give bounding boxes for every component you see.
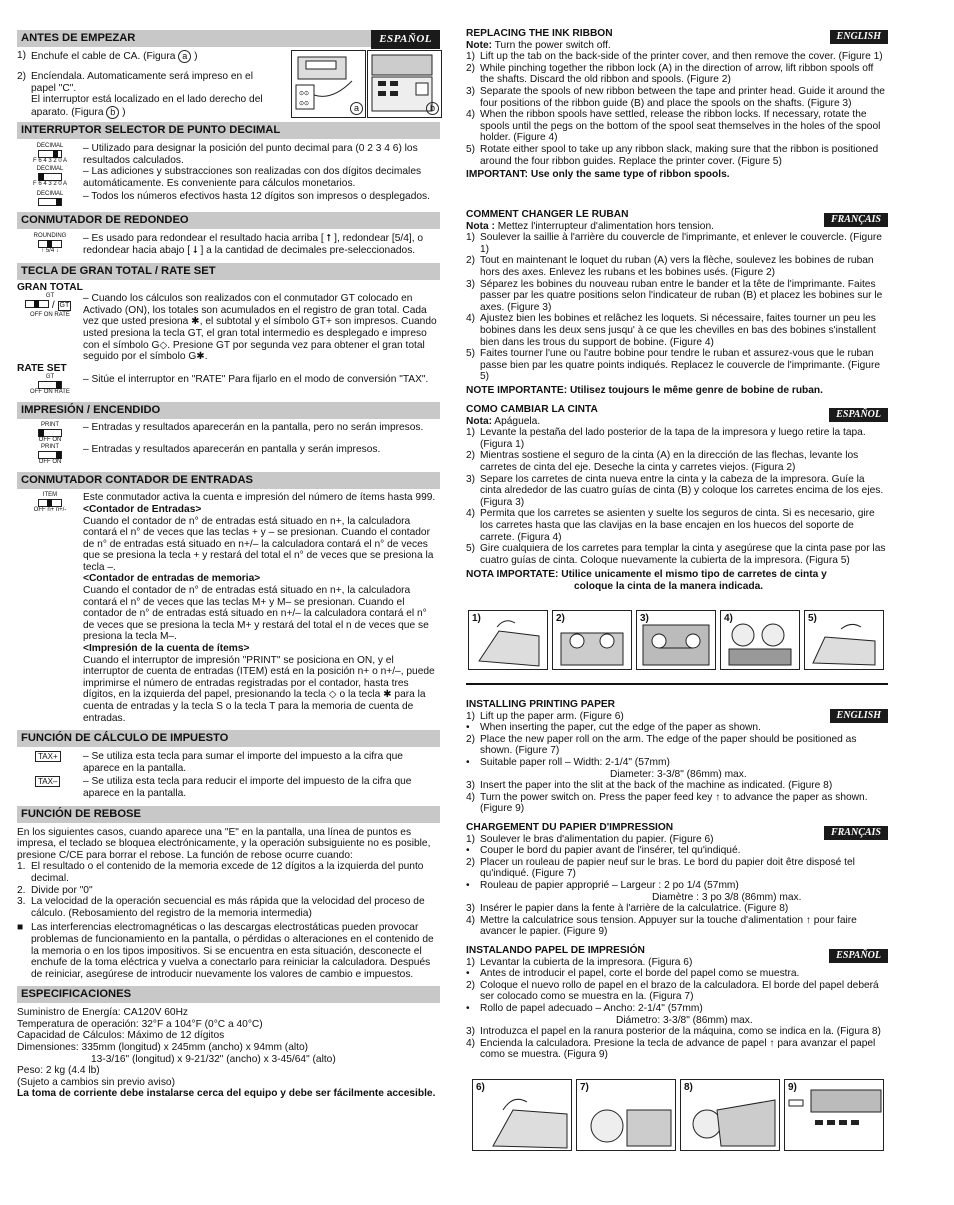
decimal-row-2: DECIMAL F 6 4 3 2 0 A – Las adiciones y substracciones son realizadas con dos dígitos decimales automáticamente. Es conveniente para cálculos monetarios. [17, 166, 440, 189]
gt-row-1: GT / GT OFF ON RATE – Cuando los cálculos son realizados con el conmutador GT colocado en Activado (ON), los totales son acumulados en el registro de gran total. Cada vez que usted presiona ✱, el subtotal y el símbolo GT+ son impresos. Cuando usted presiona la tecla GT, el gran total intermedio es desplegado e impreso con el símbolo G◇. Presione GT por segunda vez para obtener el gran total seguido por el símbolo G✱. [17, 293, 440, 363]
svg-text:⊙⊙: ⊙⊙ [299, 91, 310, 97]
section-header-redondeo: CONMUTADOR DE REDONDEO [17, 212, 440, 229]
ribbon-figure-4: 4) [720, 610, 800, 670]
antes-item-1: 1) Enchufe el cable de CA. (Figura a ) [17, 50, 198, 62]
tax-minus-key-icon: TAX– [35, 776, 60, 787]
impuesto-row-2: TAX– – Se utiliza esta tecla para reducir el importe del impuesto de la cifra que aparece en la pantalla. [17, 776, 440, 799]
impresion-row-1: PRINT OFF ON – Entradas y resultados aparecerán en la pantalla, pero no serán impresos. [17, 422, 440, 444]
figure-a-ref: a [178, 50, 191, 63]
section-header-rebose: FUNCIÓN DE REBOSE [17, 806, 440, 823]
section-header-impresion: IMPRESIÓN / ENCENDIDO [17, 402, 440, 419]
paper-figure-8: 8) [680, 1079, 780, 1151]
specs-body: Suministro de Energía: CA120V 60Hz Temperatura de operación: 32°F a 104°F (0°C a 40°C) Capacidad de Cálculos: Máximo de 12 dígitos Dimensiones: 335mm (longitud) x 245mm (ancho) x 94mm (alto) 13-3/16" (longitud) x 9-21/32" (ancho) x 3-45/64" (alto) Peso: 2 kg (4.4 lb) (Sujeto a cambios sin previo aviso) La toma de corriente debe instalarse cerca del equipo y debe ser fácilmente accesible. [17, 1007, 436, 1100]
section-header-gt: TECLA DE GRAN TOTAL / RATE SET [17, 263, 440, 280]
section-header-impuesto: FUNCIÓN DE CÁLCULO DE IMPUESTO [17, 730, 440, 747]
ribbon-figure-1: 1) [468, 610, 548, 670]
impresion-body [17, 422, 440, 466]
rebose-body: En los siguientes casos, cuando aparece una "E" en la pantalla, una línea de puntos es impresa, el teclado se bloquea electrónicamente, y la operación subsiguiente no es posible, presione C/CE para borrar el rebose. La función de rebose ocurre cuando: 1. El resultado o el contenido de la memoria excede de 12 dígitos a la izquierda del punto decimal. 2. Divide por "0" 3. La velocidad de la operación secuencial es más rápida que la velocidad del proceso de cálculo. (Rebosamiento del registro de la memoria intermedia) ■ Las interferencias electromagnéticas o las descargas electrostáticas pueden provocar problemas de funcionamiento en la pantalla, o pérdidas o alteraciones en el contenido de la memoria o en los tipos impositivos. Si se encuentra en esta situación, desconecte el enchufe de la toma eléctrica y vuelva a conectarlo para reiniciar la calculadora. Después de reiniciar, asegúrese de introducir nuevamente los valores de cambio e impuestos. [17, 826, 434, 980]
gran-total-subtitle: GRAN TOTAL [17, 281, 83, 293]
ribbon-french: FRANÇAIS COMMENT CHANGER LE RUBAN Nota : Mettez l'interrupteur d'alimentation hors tension. 1) Soulever la saillie à l'arrière du couvercle de l'imprimante, et enlever le couvercle. (Figure 1) 2) Tout en maintenant le loquet du ruban (A) vers la flèche, soulevez les bobines de ruban hors des axes. Enlevez les rubans et les bobines usés. (Figure 2) 3) Séparez les bobines du nouveau ruban entre le bander et la tête de l'imprimante. Faites passer par les quatre positions selon l'indicateur de ruban (B) et placez les bobines sur le axes. (Figure 3) 4) Ajustez bien les bobines et relâchez les loquets. Si nécessaire, faites tourner un peu les bobines dans les deux sens jusqu' à ce que les chevilles en bas des bobines s'installent bien dans les trous du support de bobine. (Figure 4) 5) Faites tourner l'une ou l'autre bobine pour tendre le ruban et assurez-vous que le ruban passe bien par les quatre points indiqués. Replacez le couvercle de l'imprimante. (Figure 5) NOTE IMPORTANTE: Utilisez toujours le même genre de bobine de ruban. [466, 209, 888, 397]
language-tag: ENGLISH [830, 30, 888, 44]
antes-item-2: 2) Encíendala. Automaticamente será impreso en el papel "C". El interruptor está localizado en el lado derecho del aparato. (Figura b ) [17, 71, 263, 118]
tax-plus-key-icon: TAX+ [35, 751, 61, 762]
section-header-specs: ESPECIFICACIONES [17, 986, 440, 1003]
ribbon-figure-3: 3) [636, 610, 716, 670]
print-switch-icon: PRINT OFF ON [38, 444, 62, 466]
language-tag: ESPAÑOL [829, 949, 888, 963]
paper-english: ENGLISH INSTALLING PRINTING PAPER 1) Lift up the paper arm. (Figure 6) • When inserting the paper, cut the edge of the paper as shown. 2) Place the new paper roll on the arm. The edge of the paper should be positioned as shown. (Figure 7) • Suitable paper roll – Width: 2-1/4" (57mm) Diameter: 3-3/8" (86mm) max. 3) Insert the paper into the slit at the back of the machine as indicated. (Figure 8) 4) Turn the power switch on. Press the paper feed key ↑ to advance the paper as shown. (Figure 9) [466, 699, 888, 815]
item-switch-icon: ITEM OFF n+ n+/- [33, 492, 67, 514]
impuesto-body [17, 751, 440, 799]
impresion-row-2: PRINT OFF ON – Entradas y resultados aparecerán en pantalla y serán impresos. [17, 444, 440, 466]
ribbon-spanish: ESPAÑOL COMO CAMBIAR LA CINTA Nota: Apáguela. 1) Levante la pestaña del lado posterior de la tapa de la impresora y luego retire la tapa. (Figura 1) 2) Mientras sostiene el seguro de la cinta (A) en la dirección de las flechas, levante los carretes de cinta del eje. Deseche la cinta y carretes viejos. (Figura 2) 3) Separe los carretes de cinta nueva entre la cinta y la cabeza de la impresora. Guíe la cinta alrededor de las cuatro guías de cinta (B) y coloque los carretes encima de los ejes. (Figura 3) 4) Permita que los carretes se asienten y suelte los seguros de cinta. Si es necesario, gire los carretes hasta que las clavijas en la base encajen en los huecos del soporte de carrete. (Figura 4) 5) Gire cualquiera de los carretes para templar la cinta y asegúrese que la cinta pase por las cuatro guías de cinta. Coloque nuevamente la cubierta de la impresora. (Figura 5) NOTA IMPORTATE: Utilice unicamente el mismo tipo de carretes de cinta y coloque la cinta de la manera indicada. [466, 404, 888, 593]
paper-figure-9: 9) [784, 1079, 884, 1151]
ribbon-figure-5: 5) [804, 610, 884, 670]
impuesto-row-1: TAX+ – Se utiliza esta tecla para sumar el importe del impuesto a la cifra que aparece en la pantalla. [17, 751, 440, 774]
section-header-contador: CONMUTADOR CONTADOR DE ENTRADAS [17, 472, 440, 489]
language-tag: FRANÇAIS [824, 826, 888, 840]
ribbon-figures [468, 610, 884, 670]
figure-a [291, 50, 366, 118]
decimal-switch-icon: DECIMAL [17, 191, 83, 206]
gt-body [17, 282, 440, 397]
redondeo-row: ROUNDING ↑ 5/4 ↓ – Es usado para redondear el resultado hacia arriba [ ⭡ ], redondear [5/4], o redondear hacia abajo [ ⭣ ] a la cantidad de decimales pre-seleccionados. [17, 233, 440, 256]
ribbon-figure-2: 2) [552, 610, 632, 670]
ribbon-english: ENGLISH REPLACING THE INK RIBBON Note: Turn the power switch off. 1) Lift up the tab on the back-side of the printer cover, and then remove the cover. (Figure 1) 2) While pinching together the ribbon lock (A) in the direction of arrow, lift ribbon spools off the shafts. Discard the old ribbon and spools. (Figure 2) 3) Separate the spools of new ribbon between the tape and printer head. Guide it around the four positions of the ribbon guide (B) and place the spools on the shafts. (Figure 3) 4) When the ribbon spools have settled, release the ribbon locks. If necessary, rotate the spools until the pegs on the bottom of the spool seat themselves in the holes of the spool holder. (Figure 4) 5) Rotate either spool to take up any ribbon slack, making sure that the ribbon is positioned around the four ribbon guides. Replace the printer cover. (Figure 5) IMPORTANT: Use only the same type of ribbon spools. [466, 28, 888, 181]
svg-text:⊙⊙: ⊙⊙ [299, 101, 310, 107]
left-column [17, 0, 440, 1100]
language-tag: ENGLISH [830, 709, 888, 723]
print-switch-icon: PRINT OFF ON [38, 422, 62, 444]
gt-switch-icon: GT / GT OFF ON RATE [17, 293, 83, 363]
section-header-decimal: INTERRUPTOR SELECTOR DE PUNTO DECIMAL [17, 122, 440, 139]
language-tag: ESPAÑOL [371, 30, 440, 49]
rate-switch-icon: GT OFF ON RATE [30, 374, 70, 396]
paper-spanish: ESPAÑOL INSTALANDO PAPEL DE IMPRESIÓN 1) Levantar la cubierta de la impresora. (Figura 6) • Antes de introducir el papel, corte el borde del papel como se muestra. 2) Coloque el nuevo rollo de papel en el brazo de la calculadora. El borde del papel deberá ser colocado como se muestra en la. (Figura 7) • Rollo de papel adecuado – Ancho: 2-1/4" (57mm) Diámetro: 3-3/8" (86mm) max. 3) Introduzca el papel en la ranura posterior de la máquina, como se indica en la. (Figura 8) 4) Encienda la calculadora. Presione la tecla de advance de papel ↑ para avanzar el papel como se muestra. (Figura 9) [466, 945, 888, 1061]
figure-b-ref: b [106, 106, 119, 119]
decimal-row-1: DECIMAL F 6 4 3 2 0 A – Utilizado para designar la posición del punto decimal para (0 2 3 4 6) los resultados calculados. [17, 143, 440, 166]
figure-b-label: b [426, 102, 439, 115]
section-header-antes [17, 30, 440, 47]
contador-row: ITEM OFF n+ n+/- Este conmutador activa la cuenta e impresión del número de ítems hasta 999. <Contador de Entradas> Cuando el contador de n° de entradas está situado en n+, la calculadora contará el n° de veces que las teclas + y – se presionan. Cuando el contador de n° de entradas está situado en n+/– la calculadora contará el n° de veces que se presiona la tecla + y restará del total el n° de veces que se presiona la tecla –. <Contador de entradas de memoria> Cuando el contador de n° de entradas está situado en n+, la calculadora contará el n° de veces que las teclas M+ y M– se presionan. Cuando el contador de n° de entradas está situado en n+/– la calculadora contará el n° de veces que se presiona la tecla M+ y restará del total el n de veces que se presiona la tecla M–. <Impresión de la cuenta de ítems> Cuando el interruptor de impresión "PRINT" se posiciona en ON, y el interruptor de cuenta de entradas (ITEM) está en la posición n+ o n+/–, puede imprimirse el número de entradas registradas por el contador, hasta tres dígitos, en la izquierda del papel, presionando la tecla ◇ o la tecla ✱ para la cuenta de entradas y la tecla S o la tecla T para la memoria de cuenta de entradas. [17, 492, 440, 724]
divider [466, 683, 888, 685]
rounding-switch-icon: ROUNDING ↑ 5/4 ↓ [33, 233, 67, 255]
section-title: ANTES DE EMPEZAR [21, 32, 136, 44]
language-tag: FRANÇAIS [824, 213, 888, 227]
figure-a-label: a [350, 102, 363, 115]
paper-french: FRANÇAIS CHARGEMENT DU PAPIER D'IMPRESSION 1) Soulever le bras d'alimentation du papier. (Figure 6) • Couper le bord du papier avant de l'insérer, tel qu'indiqué. 2) Placer un rouleau de papier neuf sur le bras. Le bord du papier doit être disposé tel qu'indiqué. (Figure 7) • Rouleau de papier approprié – Largeur : 2 po 1/4 (57mm) Diamètre : 3 po 3/8 (86mm) max. 3) Insérer le papier dans la fente à l'arrière de la calculatrice. (Figure 8) 4) Mettre la calculatrice sous tension. Appuyer sur la touche d'alimentation ↑ pour faire avancer le papier. (Figure 9) [466, 822, 888, 938]
antes-body [17, 50, 440, 116]
figure-b [367, 50, 442, 118]
rate-set-subtitle: RATE SET [17, 362, 67, 374]
decimal-switch-icon: DECIMAL F 6 4 3 2 0 A [32, 166, 68, 188]
paper-figure-7: 7) [576, 1079, 676, 1151]
decimal-body [17, 143, 440, 206]
paper-figure-6: 6) [472, 1079, 572, 1151]
language-tag: ESPAÑOL [829, 408, 888, 422]
decimal-switch-icon: DECIMAL F 6 4 3 2 0 A [32, 143, 68, 164]
gt-row-2: GT OFF ON RATE – Sitúe el interruptor en "RATE" Para fijarlo en el modo de conversión "TAX". [17, 374, 440, 396]
paper-figures [472, 1079, 884, 1151]
decimal-row-3: DECIMAL – Todos los números efectivos hasta 12 dígitos son impresos o desplegados. [17, 191, 440, 206]
